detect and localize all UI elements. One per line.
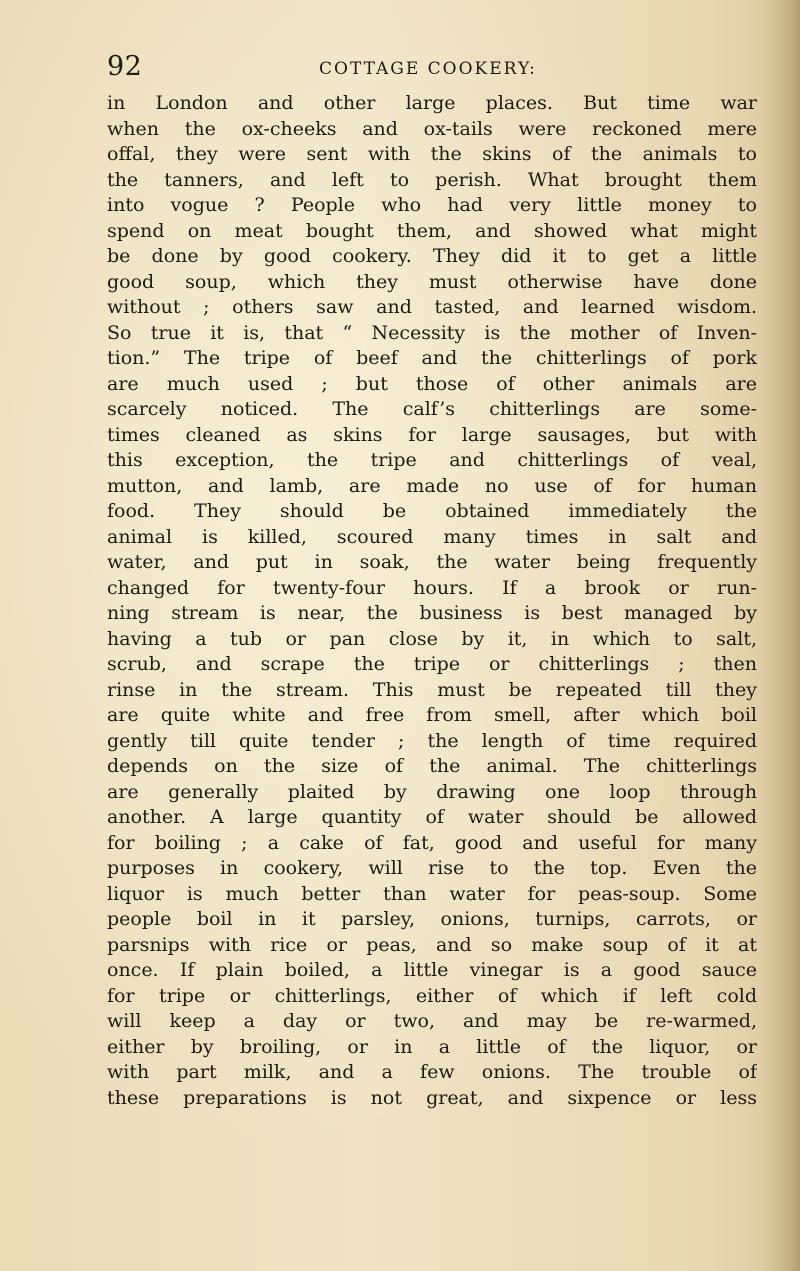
page-header: [107, 50, 757, 86]
text-line: water, and put in soak, the water being frequently: [107, 551, 757, 573]
text-line: when the ox-cheeks and ox-tails were reckoned mere: [107, 117, 757, 140]
text-line: in London and other large places. But time war: [107, 92, 757, 114]
text-line: purposes in cookery, will rise to the top. Even the: [107, 857, 757, 879]
text-line: good soup, which they must otherwise have done: [107, 270, 757, 293]
page-number: 92: [107, 51, 143, 82]
text-line: So true it is, that “ Necessity is the mother of Inven-: [107, 321, 757, 344]
text-line: are quite white and free from smell, after which boil: [107, 704, 757, 726]
text-line: the tanners, and left to perish. What brought them: [107, 168, 757, 191]
text-line: without ; others saw and tasted, and learned wisdom.: [107, 296, 757, 318]
text-line: liquor is much better than water for peas-soup. Some: [107, 882, 757, 905]
text-line: offal, they were sent with the skins of the animals to: [107, 143, 757, 165]
text-line: either by broiling, or in a little of the liquor, or: [107, 1035, 757, 1058]
text-line: animal is killed, scoured many times in salt and: [107, 525, 757, 548]
page-edge-shadow: [760, 0, 800, 1271]
text-line: spend on meat bought them, and showed what might: [107, 219, 757, 242]
text-line: these preparations is not great, and sixpence or less: [107, 1086, 757, 1109]
text-line: for tripe or chitterlings, either of which if left cold: [107, 984, 757, 1007]
text-line: will keep a day or two, and may be re-warmed,: [107, 1010, 757, 1032]
text-line: are generally plaited by drawing one loop through: [107, 780, 757, 803]
body-text: [107, 91, 757, 1111]
text-line: another. A large quantity of water should be allowed: [107, 806, 757, 828]
text-line: mutton, and lamb, are made no use of for human: [107, 474, 757, 497]
text-line: depends on the size of the animal. The chitterlings: [107, 755, 757, 777]
text-line: parsnips with rice or peas, and so make soup of it at: [107, 933, 757, 956]
text-line: this exception, the tripe and chitterlings of veal,: [107, 449, 757, 471]
text-line: scrub, and scrape the tripe or chitterlings ; then: [107, 653, 757, 675]
text-line: for boiling ; a cake of fat, good and useful for many: [107, 831, 757, 854]
text-line: ning stream is near, the business is best managed by: [107, 602, 757, 624]
text-line: into vogue ? People who had very little money to: [107, 194, 757, 216]
text-line: tion.” The tripe of beef and the chitterlings of pork: [107, 347, 757, 369]
text-line: are much used ; but those of other animals are: [107, 372, 757, 395]
text-line: having a tub or pan close by it, in which to salt,: [107, 627, 757, 650]
text-line: once. If plain boiled, a little vinegar is a good sauce: [107, 959, 757, 981]
text-line: times cleaned as skins for large sausages, but with: [107, 423, 757, 446]
text-line: gently till quite tender ; the length of time required: [107, 729, 757, 752]
text-line: with part milk, and a few onions. The trouble of: [107, 1061, 757, 1083]
text-line: people boil in it parsley, onions, turnips, carrots, or: [107, 908, 757, 930]
text-line: rinse in the stream. This must be repeated till they: [107, 678, 757, 701]
running-head: COTTAGE COOKERY:: [319, 59, 537, 79]
text-line: scarcely noticed. The calf’s chitterlings are some-: [107, 398, 757, 420]
text-line: food. They should be obtained immediately the: [107, 500, 757, 522]
text-line: changed for twenty-four hours. If a brook or run-: [107, 576, 757, 599]
text-line: be done by good cookery. They did it to get a little: [107, 245, 757, 267]
